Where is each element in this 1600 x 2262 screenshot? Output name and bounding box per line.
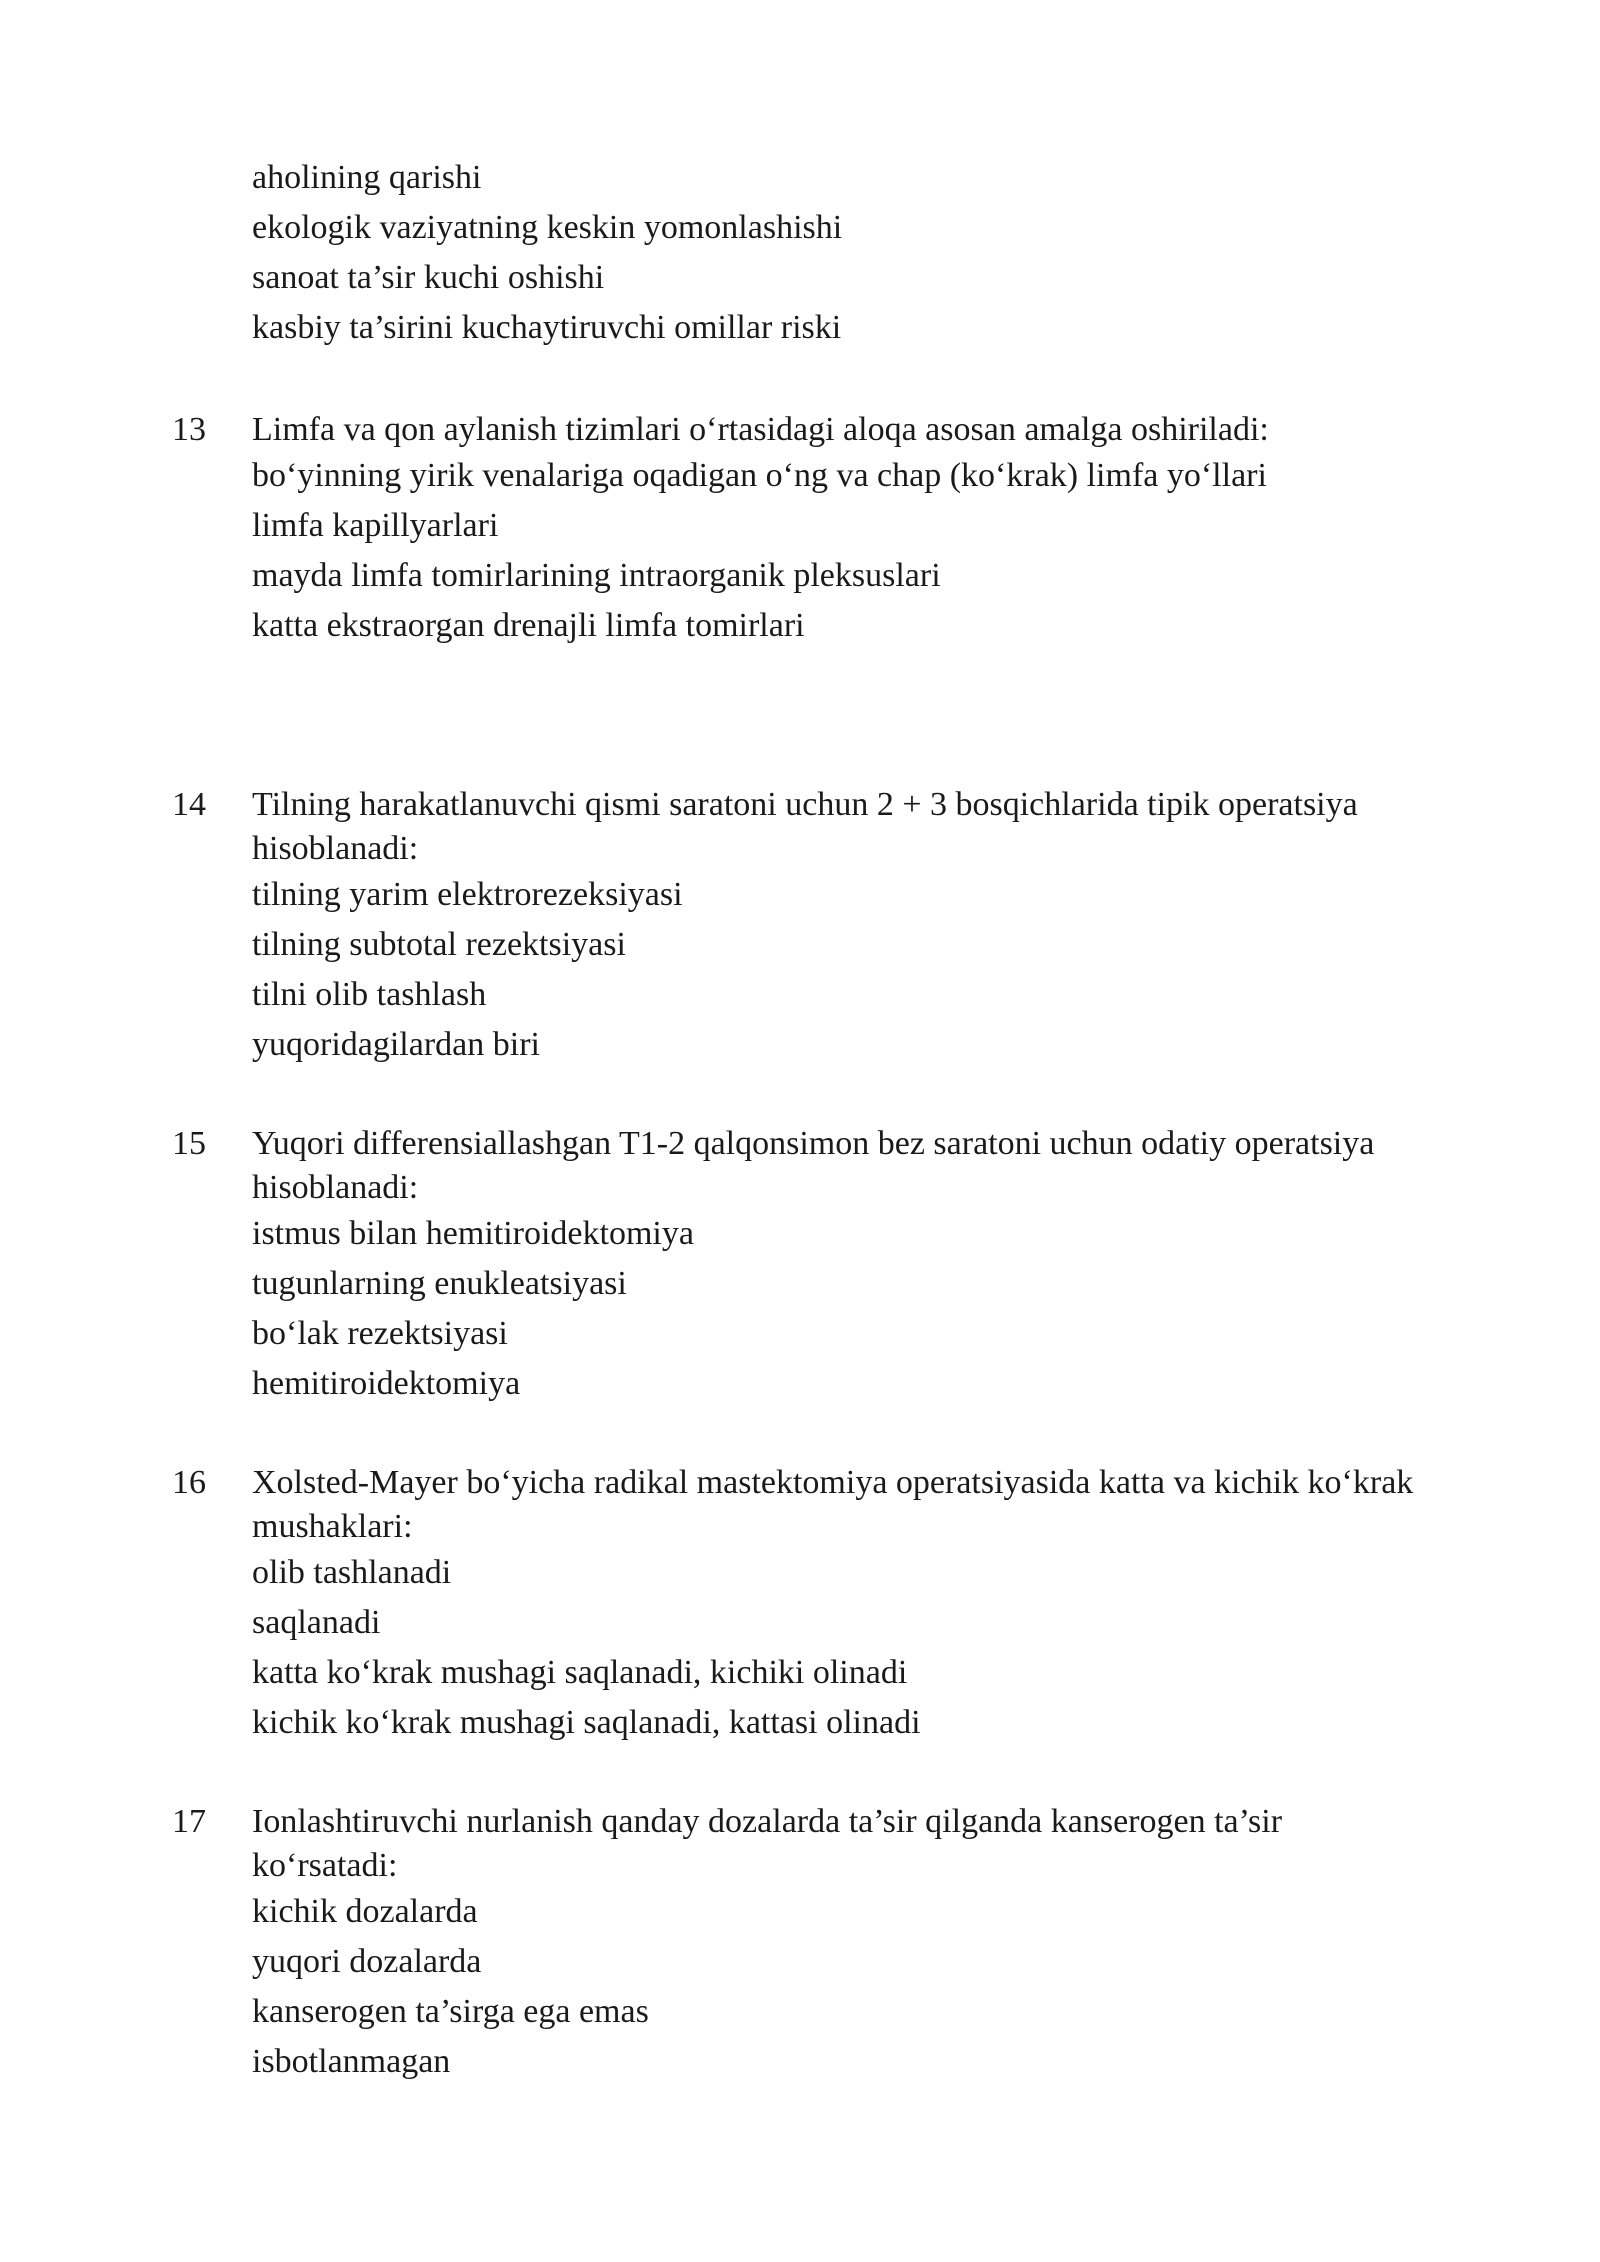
question-text: Tilning harakatlanuvchi qismi saratoni uchun 2 + 3 bosqichlarida tipik operatsiya hisoblanadi: <box>252 786 1358 867</box>
answer-option: isbotlanmagan <box>252 2043 451 2080</box>
answer-option: yuqoridagilardan biri <box>252 1026 540 1063</box>
answer-option: yuqori dozalarda <box>252 1943 482 1980</box>
question-block-16 <box>172 1461 1432 1751</box>
answer-option: bo‘lak rezektsiyasi <box>252 1315 508 1352</box>
answer-option: limfa kapillyarlari <box>252 507 499 544</box>
question-block-17 <box>172 1800 1432 2090</box>
answer-option: kanserogen ta’sirga ega emas <box>252 1993 649 2030</box>
answer-option: olib tashlanadi <box>252 1554 452 1591</box>
answer-option: tilni olib tashlash <box>252 976 487 1013</box>
answer-option: bo‘yinning yirik venalariga oqadigan o‘ng va chap (ko‘krak) limfa yo‘llari <box>252 457 1267 494</box>
question-number: 13 <box>172 411 206 448</box>
answer-option: ekologik vaziyatning keskin yomonlashishi <box>252 209 843 246</box>
answer-option: kasbiy ta’sirini kuchaytiruvchi omillar riski <box>252 309 842 346</box>
answer-option: sanoat ta’sir kuchi oshishi <box>252 259 605 296</box>
answer-option: kichik ko‘krak mushagi saqlanadi, kattasi olinadi <box>252 1704 921 1741</box>
answer-option: tilning subtotal rezektsiyasi <box>252 926 626 963</box>
question-text: Ionlashtiruvchi nurlanish qanday dozalarda ta’sir qilganda kanserogen ta’sir ko‘rsatadi: <box>252 1803 1283 1884</box>
question-block-13 <box>172 408 1432 654</box>
answer-option: hemitiroidektomiya <box>252 1365 521 1402</box>
question-block-15 <box>172 1122 1432 1412</box>
answer-option: istmus bilan hemitiroidektomiya <box>252 1215 694 1252</box>
answer-option: aholining qarishi <box>252 159 482 196</box>
question-text: Yuqori differensiallashgan T1-2 qalqonsimon bez saratoni uchun odatiy operatsiya hisoblanadi: <box>252 1125 1375 1206</box>
answer-option: tugunlarning enukleatsiyasi <box>252 1265 627 1302</box>
question-number: 16 <box>172 1464 206 1501</box>
question-number: 14 <box>172 786 206 823</box>
answer-option: tilning yarim elektrorezeksiyasi <box>252 876 683 913</box>
question-number: 17 <box>172 1803 206 1840</box>
question-text: Xolsted-Mayer bo‘yicha radikal mastektomiya operatsiyasida katta va kichik ko‘krak mushaklari: <box>252 1464 1414 1545</box>
answer-option: saqlanadi <box>252 1604 381 1641</box>
question-block-14 <box>172 783 1432 1073</box>
answer-option: mayda limfa tomirlarining intraorganik pleksuslari <box>252 557 941 594</box>
answer-option: katta ekstraorgan drenajli limfa tomirlari <box>252 607 805 644</box>
question-number: 15 <box>172 1125 206 1162</box>
answer-option: kichik dozalarda <box>252 1893 478 1930</box>
answer-option: katta ko‘krak mushagi saqlanadi, kichiki olinadi <box>252 1654 908 1691</box>
question-text: Limfa va qon aylanish tizimlari o‘rtasidagi aloqa asosan amalga oshiriladi: <box>252 411 1269 448</box>
leading-options-block <box>252 156 1432 356</box>
